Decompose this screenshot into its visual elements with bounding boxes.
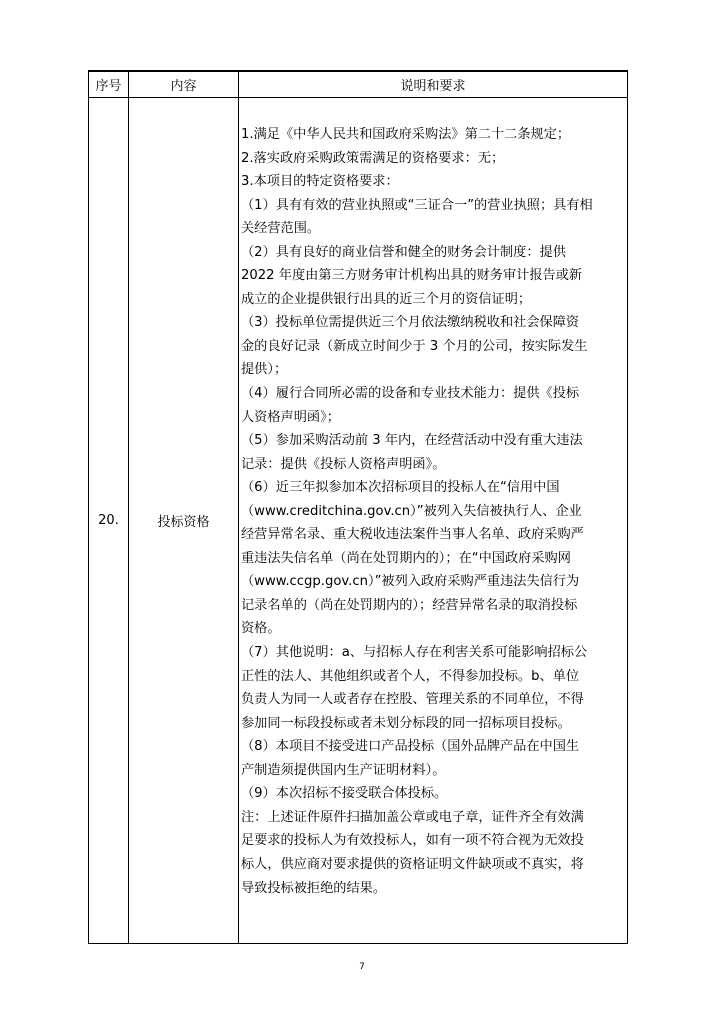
description-line: 1.满足《中华人民共和国政府采购法》第二十二条规定； [241,127,571,142]
description-line: 经营异常名录、重大税收违法案件当事人名单、政府采购严 [241,527,584,543]
description-line: 人资格声明函》； [241,409,340,425]
description-line: 注：上述证件原件扫描加盖公章或电子章，证件齐全有效满 [241,809,584,825]
row-description [239,98,628,944]
description-line: 成立的企业提供银行出具的近三个月的资信证明； [241,291,532,307]
header-content: 内容 [129,71,239,98]
description-line: 负责人为同一人或者存在控股、管理关系的不同单位，不得 [241,692,584,708]
description-line: （4）履行合同所必需的设备和专业技术能力：提供《投标 [241,386,580,402]
description-line: 重违法失信名单（尚在处罚期内的）；在“中国政府采购网 [241,550,571,566]
description-line: 参加同一标段投标或者未划分标段的同一招标项目投标。 [241,715,571,731]
description-line: （8）本项目不接受进口产品投标（国外品牌产品在中国生 [241,739,580,755]
description-line: （1）具有有效的营业执照或“三证合一”的营业执照；具有相 [241,197,593,213]
description-line: 资格。 [241,621,281,637]
description-line: 3.本项目的特定资格要求： [241,174,399,190]
description-line: 足要求的投标人为有效投标人，如有一项不符合视为无效投 [241,833,584,849]
row-serial-number: 20. [89,98,129,944]
row-content: 投标资格 [129,98,239,944]
description-lines [241,123,625,900]
table-header-row [89,71,628,98]
description-line: 产制造须提供国内生产证明材料）。 [241,762,446,778]
description-line: （7）其他说明：a、与招标人存在利害关系可能影响招标公 [241,645,588,661]
description-line: 2.落实政府采购政策需满足的资格要求：无； [241,150,505,166]
description-line: （6）近三年拟参加本次招标项目的投标人在“信用中国 [241,480,560,496]
description-line: 正性的法人、其他组织或者个人，不得参加投标。b、单位 [241,668,580,684]
description-line: 关经营范围。 [241,221,321,237]
header-description: 说明和要求 [239,71,628,98]
description-line: 记录：提供《投标人资格声明函》。 [241,456,446,472]
description-line: 导致投标被拒绝的结果。 [241,880,387,896]
header-serial-number: 序号 [89,71,129,98]
description-line: （9）本次招标不接受联合体投标。 [241,786,448,802]
description-line: 标人，供应商对要求提供的资格证明文件缺项或不真实，将 [241,856,584,872]
requirements-table [88,70,628,944]
description-line: （www.ccgp.gov.cn）”被列入政府采购严重违法失信行为 [241,574,580,590]
description-line: 记录名单的（尚在处罚期内的）；经营异常名录的取消投标 [241,597,578,613]
description-line: （2）具有良好的商业信誉和健全的财务会计制度：提供 [241,244,566,260]
description-line: 金的良好记录（新成立时间少于 3 个月的公司，按实际发生 [241,338,588,354]
table-row [89,98,628,944]
page-number: 7 [359,962,365,972]
description-line: （3）投标单位需提供近三个月依法缴纳税收和社会保障资 [241,315,580,331]
description-line: 2022 年度由第三方财务审计机构出具的财务审计报告或新 [241,268,583,284]
description-line: （www.creditchina.gov.cn）”被列入失信被执行人、企业 [241,503,582,519]
description-line: （5）参加采购活动前 3 年内，在经营活动中没有重大违法 [241,433,583,449]
description-line: 提供）； [241,362,288,378]
